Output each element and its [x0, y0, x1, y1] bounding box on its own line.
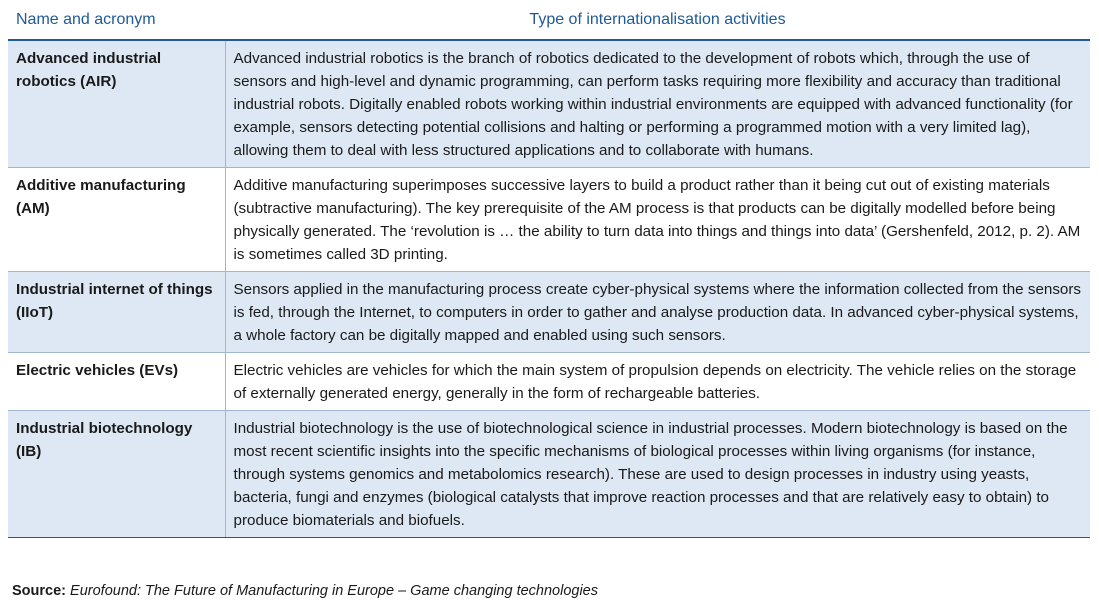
- source-note: [12, 583, 598, 599]
- column-header-name: Name and acronym: [8, 0, 225, 40]
- column-header-type: Type of internationalisation activities: [225, 0, 1090, 40]
- table-row: [8, 40, 1090, 168]
- row-name: Advanced industrial robotics (AIR): [8, 40, 225, 168]
- table-row: [8, 353, 1090, 411]
- row-description: Additive manufacturing superimposes successive layers to build a product rather than it being cut out of existing materials (subtractive manufacturing). The key prerequisite of the AM process is that products can be digitally modelled before being physically generated. The ‘revolution is … the ability to turn data into things and things into data’ (Gershenfeld, 2012, p. 2). AM is sometimes called 3D printing.: [225, 168, 1090, 272]
- table-row: [8, 168, 1090, 272]
- row-name: Industrial internet of things (IIoT): [8, 272, 225, 353]
- source-text: Eurofound: The Future of Manufacturing in Europe – Game changing technologies: [70, 583, 598, 599]
- source-label: Source:: [12, 583, 66, 599]
- technology-table: [8, 0, 1090, 538]
- row-name: Industrial biotechnology (IB): [8, 411, 225, 538]
- technology-table-container: [8, 0, 1090, 538]
- row-name: Additive manufacturing (AM): [8, 168, 225, 272]
- row-description: Electric vehicles are vehicles for which the main system of propulsion depends on electricity. The vehicle relies on the storage of externally generated energy, generally in the form of rechargeable batteries.: [225, 353, 1090, 411]
- row-description: Sensors applied in the manufacturing process create cyber-physical systems where the information collected from the sensors is fed, through the Internet, to computers in order to gather and analyse production data. In advanced cyber-physical systems, a whole factory can be digitally mapped and enabled using such sensors.: [225, 272, 1090, 353]
- table-header-row: [8, 0, 1090, 40]
- row-name: Electric vehicles (EVs): [8, 353, 225, 411]
- row-description: Industrial biotechnology is the use of biotechnological science in industrial processes. Modern biotechnology is based on the most recent scientific insights into the specific mechanisms of biological processes within living organisms (for instance, through systems genomics and metabolomics research). These are used to design processes in industry using yeasts, bacteria, fungi and enzymes (biological catalysts that improve reaction processes and that are relatively easy to obtain) to produce biomaterials and biofuels.: [225, 411, 1090, 538]
- table-row: [8, 411, 1090, 538]
- table-row: [8, 272, 1090, 353]
- row-description: Advanced industrial robotics is the branch of robotics dedicated to the development of robots which, through the use of sensors and high-level and dynamic programming, can perform tasks requiring more flexibility and accuracy than traditional industrial robots. Digitally enabled robots working within industrial environments are equipped with advanced functionality (for example, sensors detecting potential collisions and halting or performing a programmed motion with a very limited lag), allowing them to deal with less structured applications and to collaborate with humans.: [225, 40, 1090, 168]
